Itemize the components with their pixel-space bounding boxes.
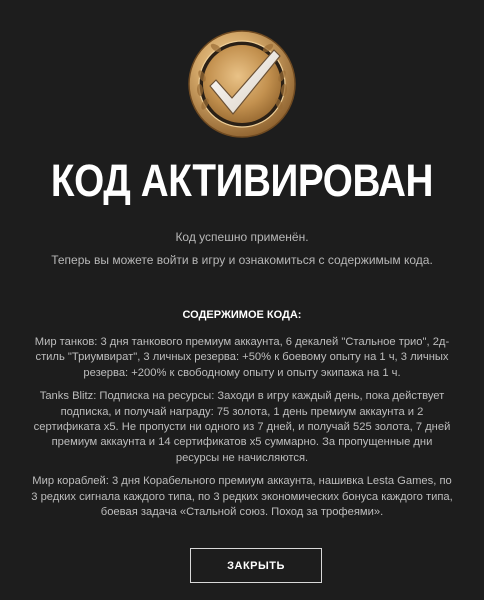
contents-item-tanks-blitz: Tanks Blitz: Подписка на ресурсы: Заходи в игру каждый день, пока действует подписка, и получай награду: 75 золота, 1 день премиум аккаунта и 2 сертификата x5. Не пропусти ни одного из 7 дней, и получай 525 золота, 7 дней премиум аккаунта и 14 сертификатов x5 суммарно. За пропущенные дни ресурсы не начисляются. — [33, 390, 451, 464]
next-step-message: Теперь вы можете войти в игру и ознакомиться с содержимым кода. — [51, 253, 433, 267]
medal-container — [0, 28, 484, 140]
contents-item-world-of-ships: Мир кораблей: 3 дня Корабельного премиум аккаунта, нашивка Lesta Games, по 3 редких сигнала каждого типа, по 3 редких экономических бонуса каждого типа, боевая задача «Стальной союз. Поход за трофеями». — [31, 475, 453, 519]
checkmark-medal-icon — [186, 28, 298, 140]
page-title: КОД АКТИВИРОВАН — [50, 155, 434, 206]
code-contents-list — [30, 335, 454, 528]
code-contents-heading: СОДЕРЖИМОЕ КОДА: — [182, 309, 302, 321]
close-button[interactable]: ЗАКРЫТЬ — [190, 548, 322, 583]
success-message: Код успешно применён. — [175, 230, 309, 244]
contents-item-world-of-tanks: Мир танков: 3 дня танкового премиум аккаунта, 6 декалей "Стальное трио", 2д-стиль "Триумвират", 3 личных резерва: +50% к боевому опыту на 1 ч, 3 личных резерва: +200% к свободному опыту и опыту экипажа на 1 ч. — [34, 336, 450, 379]
